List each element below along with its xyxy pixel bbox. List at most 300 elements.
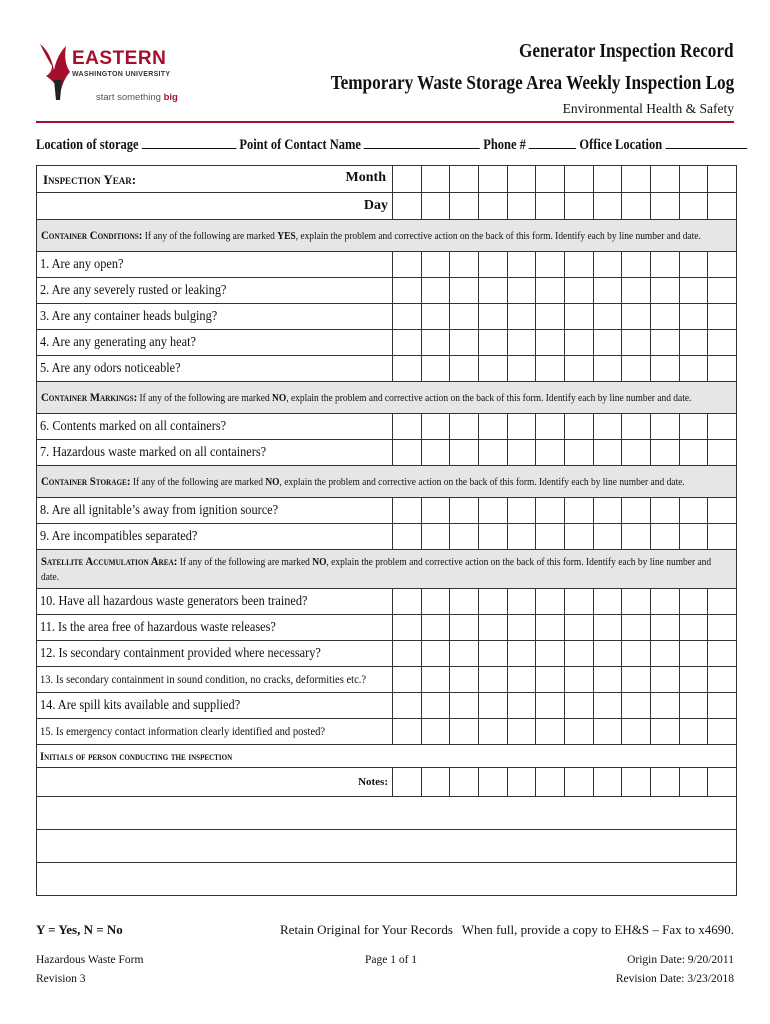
check-cell[interactable] — [421, 524, 450, 550]
check-cell[interactable] — [622, 193, 651, 220]
check-cell[interactable] — [536, 278, 565, 304]
check-cell[interactable] — [450, 589, 479, 615]
check-cell[interactable] — [622, 498, 651, 524]
notes-line-row — [37, 830, 737, 863]
month-label: Month — [345, 170, 386, 185]
check-cell[interactable] — [564, 498, 593, 524]
check-cell[interactable] — [478, 304, 507, 330]
question-row — [37, 719, 737, 745]
check-cell[interactable] — [421, 356, 450, 382]
question-row-label — [37, 498, 393, 524]
check-cell[interactable] — [564, 641, 593, 667]
check-cell[interactable] — [393, 414, 422, 440]
check-cell[interactable] — [393, 589, 422, 615]
section-instruction-text: If any of the following are marked — [144, 230, 278, 242]
question-row-label — [37, 693, 393, 719]
check-cell[interactable] — [593, 498, 622, 524]
question-row-label — [37, 641, 393, 667]
question-row — [37, 252, 737, 278]
question-row-label — [37, 414, 393, 440]
check-cell[interactable] — [650, 667, 679, 693]
check-cell[interactable] — [622, 768, 651, 797]
check-cell[interactable] — [593, 693, 622, 719]
year-month-row — [37, 166, 737, 193]
section-header-row — [37, 220, 737, 252]
check-cell[interactable] — [622, 330, 651, 356]
check-cell[interactable] — [593, 414, 622, 440]
check-cell[interactable] — [650, 193, 679, 220]
check-cell[interactable] — [650, 693, 679, 719]
check-cell[interactable] — [622, 278, 651, 304]
check-cell[interactable] — [478, 667, 507, 693]
section-text — [41, 389, 731, 407]
question-row — [37, 330, 737, 356]
check-cell[interactable] — [564, 589, 593, 615]
check-cell[interactable] — [478, 719, 507, 745]
check-cell[interactable] — [564, 304, 593, 330]
section-heading: Satellite Accumulation Area: — [41, 554, 178, 568]
check-cell[interactable] — [507, 356, 536, 382]
check-cell[interactable] — [478, 440, 507, 466]
revision-date: Revision Date: 3/23/2018 — [615, 973, 734, 985]
check-cell[interactable] — [536, 414, 565, 440]
check-cell[interactable] — [450, 252, 479, 278]
month-cell[interactable] — [679, 166, 708, 193]
check-cell[interactable] — [393, 330, 422, 356]
check-cell[interactable] — [507, 252, 536, 278]
check-cell[interactable] — [421, 414, 450, 440]
check-cell[interactable] — [650, 278, 679, 304]
question-text: 1. Are any open? — [40, 256, 124, 272]
form-name: Hazardous Waste Form — [36, 954, 144, 966]
section-heading: Container Storage: — [41, 473, 131, 488]
question-row — [37, 356, 737, 382]
check-cell[interactable] — [393, 304, 422, 330]
question-text: 8. Are all ignitable’s away from ignition source? — [40, 502, 279, 518]
question-row — [37, 440, 737, 466]
check-cell[interactable] — [421, 768, 450, 797]
check-cell[interactable] — [622, 304, 651, 330]
check-cell[interactable] — [708, 524, 737, 550]
notes-row-label: Notes: — [37, 768, 393, 797]
form-subtitle: Temporary Waste Storage Area Weekly Inspection Log — [330, 72, 734, 94]
question-row — [37, 667, 737, 693]
check-cell[interactable] — [622, 252, 651, 278]
check-cell[interactable] — [593, 278, 622, 304]
check-cell[interactable] — [450, 414, 479, 440]
question-row — [37, 589, 737, 615]
check-cell[interactable] — [421, 498, 450, 524]
question-row-label — [37, 589, 393, 615]
question-row — [37, 524, 737, 550]
header-divider — [36, 121, 734, 123]
check-cell[interactable] — [622, 667, 651, 693]
check-cell[interactable] — [593, 524, 622, 550]
question-row-label — [37, 330, 393, 356]
section-instructions — [37, 550, 737, 589]
check-cell[interactable] — [650, 304, 679, 330]
check-cell[interactable] — [708, 615, 737, 641]
check-cell[interactable] — [507, 414, 536, 440]
check-cell[interactable] — [507, 589, 536, 615]
check-cell[interactable] — [536, 693, 565, 719]
question-row — [37, 278, 737, 304]
month-cell[interactable] — [450, 166, 479, 193]
check-cell[interactable] — [650, 440, 679, 466]
check-cell[interactable] — [393, 768, 422, 797]
check-cell[interactable] — [478, 589, 507, 615]
check-cell[interactable] — [679, 719, 708, 745]
check-cell[interactable] — [679, 768, 708, 797]
office-field[interactable] — [665, 136, 747, 149]
check-cell[interactable] — [679, 667, 708, 693]
logo-subtitle: WASHINGTON UNIVERSITY — [72, 71, 171, 78]
check-cell[interactable] — [650, 768, 679, 797]
check-cell[interactable] — [421, 615, 450, 641]
check-cell[interactable] — [421, 330, 450, 356]
question-row — [37, 498, 737, 524]
check-cell[interactable] — [536, 615, 565, 641]
check-cell[interactable] — [564, 356, 593, 382]
check-cell[interactable] — [622, 440, 651, 466]
check-cell[interactable] — [536, 667, 565, 693]
month-cell[interactable] — [421, 166, 450, 193]
check-cell[interactable] — [564, 193, 593, 220]
check-cell[interactable] — [421, 693, 450, 719]
check-cell[interactable] — [622, 414, 651, 440]
check-cell[interactable] — [593, 440, 622, 466]
check-cell[interactable] — [593, 304, 622, 330]
check-cell[interactable] — [421, 589, 450, 615]
check-cell[interactable] — [679, 440, 708, 466]
check-cell[interactable] — [650, 252, 679, 278]
check-cell[interactable] — [564, 615, 593, 641]
contact-field[interactable] — [364, 136, 480, 149]
check-cell[interactable] — [708, 193, 737, 220]
check-cell[interactable] — [650, 414, 679, 440]
check-cell[interactable] — [564, 719, 593, 745]
check-cell[interactable] — [450, 193, 479, 220]
check-cell[interactable] — [564, 330, 593, 356]
question-text: 4. Are any generating any heat? — [40, 334, 196, 350]
year-month-label — [37, 166, 393, 193]
section-instruction-text: If any of the following are marked — [179, 557, 313, 568]
notes-line-row — [37, 797, 737, 830]
check-cell[interactable] — [507, 330, 536, 356]
check-cell[interactable] — [507, 719, 536, 745]
check-cell[interactable] — [708, 356, 737, 382]
check-cell[interactable] — [536, 356, 565, 382]
office-label: Office Location — [579, 137, 663, 153]
check-cell[interactable] — [393, 641, 422, 667]
check-cell[interactable] — [679, 589, 708, 615]
check-cell[interactable] — [622, 615, 651, 641]
month-cell[interactable] — [536, 166, 565, 193]
month-cell[interactable] — [393, 166, 422, 193]
question-text: 15. Is emergency contact information clearly identified and posted? — [40, 724, 326, 739]
check-cell[interactable] — [679, 278, 708, 304]
check-cell[interactable] — [393, 278, 422, 304]
check-cell[interactable] — [679, 693, 708, 719]
logo-tagline: start something big — [96, 92, 178, 103]
question-text: 14. Are spill kits available and supplied? — [40, 697, 241, 713]
question-row — [37, 414, 737, 440]
check-cell[interactable] — [421, 193, 450, 220]
check-cell[interactable] — [536, 719, 565, 745]
check-cell[interactable] — [679, 193, 708, 220]
check-cell[interactable] — [679, 641, 708, 667]
check-cell[interactable] — [564, 278, 593, 304]
check-cell[interactable] — [679, 498, 708, 524]
check-cell[interactable] — [622, 693, 651, 719]
notes-line[interactable] — [37, 797, 737, 830]
check-cell[interactable] — [478, 278, 507, 304]
section-header-row — [37, 550, 737, 589]
check-cell[interactable] — [478, 641, 507, 667]
check-cell[interactable] — [564, 414, 593, 440]
check-cell[interactable] — [536, 768, 565, 797]
check-cell[interactable] — [393, 667, 422, 693]
notes-line[interactable] — [37, 830, 737, 863]
check-cell[interactable] — [536, 589, 565, 615]
check-cell[interactable] — [593, 356, 622, 382]
check-cell[interactable] — [450, 667, 479, 693]
check-cell[interactable] — [593, 615, 622, 641]
check-cell[interactable] — [650, 615, 679, 641]
check-cell[interactable] — [593, 589, 622, 615]
section-heading: Container Conditions: — [41, 227, 143, 242]
check-cell[interactable] — [536, 304, 565, 330]
check-cell[interactable] — [450, 440, 479, 466]
check-cell[interactable] — [450, 498, 479, 524]
question-text: 13. Is secondary containment in sound condition, no cracks, deformities etc.? — [40, 672, 367, 687]
check-cell[interactable] — [536, 498, 565, 524]
notes-line[interactable] — [37, 863, 737, 896]
check-cell[interactable] — [393, 440, 422, 466]
question-text: 12. Is secondary containment provided where necessary? — [40, 645, 321, 661]
section-keyword: NO — [265, 476, 280, 488]
check-cell[interactable] — [507, 278, 536, 304]
check-cell[interactable] — [421, 641, 450, 667]
check-cell[interactable] — [421, 719, 450, 745]
check-cell[interactable] — [708, 414, 737, 440]
check-cell[interactable] — [679, 330, 708, 356]
month-cell[interactable] — [708, 166, 737, 193]
check-cell[interactable] — [593, 193, 622, 220]
check-cell[interactable] — [478, 615, 507, 641]
check-cell[interactable] — [622, 589, 651, 615]
check-cell[interactable] — [393, 615, 422, 641]
inspection-grid — [36, 165, 737, 896]
check-cell[interactable] — [564, 252, 593, 278]
check-cell[interactable] — [421, 667, 450, 693]
check-cell[interactable] — [564, 768, 593, 797]
check-cell[interactable] — [450, 641, 479, 667]
check-cell[interactable] — [708, 498, 737, 524]
check-cell[interactable] — [507, 641, 536, 667]
check-cell[interactable] — [507, 440, 536, 466]
check-cell[interactable] — [450, 278, 479, 304]
check-cell[interactable] — [421, 304, 450, 330]
check-cell[interactable] — [536, 330, 565, 356]
section-text — [41, 227, 731, 245]
question-text: 9. Are incompatibles separated? — [40, 528, 198, 544]
yes-no-legend: Y = Yes, N = No — [36, 922, 123, 937]
check-cell[interactable] — [393, 524, 422, 550]
section-instructions — [37, 466, 737, 498]
check-cell[interactable] — [622, 524, 651, 550]
check-cell[interactable] — [536, 252, 565, 278]
check-cell[interactable] — [536, 641, 565, 667]
check-cell[interactable] — [450, 524, 479, 550]
month-cell[interactable] — [564, 166, 593, 193]
section-instruction-text: , explain the problem and corrective action on the back of this form. Identify each by line number and date. — [279, 476, 685, 488]
question-text: 11. Is the area free of hazardous waste releases? — [40, 619, 276, 635]
check-cell[interactable] — [393, 252, 422, 278]
check-cell[interactable] — [679, 252, 708, 278]
logo-wordmark: EASTERN — [72, 48, 167, 69]
check-cell[interactable] — [478, 524, 507, 550]
check-cell[interactable] — [450, 356, 479, 382]
check-cell[interactable] — [507, 667, 536, 693]
question-row — [37, 615, 737, 641]
fax-note: When full, provide a copy to EH&S – Fax to x4690. — [461, 922, 734, 937]
check-cell[interactable] — [708, 719, 737, 745]
section-text — [41, 473, 731, 491]
check-cell[interactable] — [679, 524, 708, 550]
check-cell[interactable] — [421, 278, 450, 304]
check-cell[interactable] — [650, 356, 679, 382]
check-cell[interactable] — [650, 330, 679, 356]
question-row-label — [37, 252, 393, 278]
check-cell[interactable] — [507, 498, 536, 524]
section-header-row — [37, 382, 737, 414]
check-cell[interactable] — [708, 641, 737, 667]
check-cell[interactable] — [679, 356, 708, 382]
location-field[interactable] — [142, 136, 237, 149]
check-cell[interactable] — [507, 193, 536, 220]
question-text: 3. Are any container heads bulging? — [40, 308, 218, 324]
check-cell[interactable] — [478, 193, 507, 220]
initials-label: Initials of person conducting the inspection — [40, 748, 233, 763]
check-cell[interactable] — [450, 768, 479, 797]
section-text — [41, 553, 731, 585]
check-cell[interactable] — [679, 414, 708, 440]
check-cell[interactable] — [650, 641, 679, 667]
check-cell[interactable] — [450, 719, 479, 745]
initials-header-row — [37, 745, 737, 768]
check-cell[interactable] — [393, 693, 422, 719]
month-cell[interactable] — [478, 166, 507, 193]
check-cell[interactable] — [708, 693, 737, 719]
check-cell[interactable] — [593, 330, 622, 356]
check-cell[interactable] — [450, 330, 479, 356]
check-cell[interactable] — [421, 252, 450, 278]
check-cell[interactable] — [593, 768, 622, 797]
check-cell[interactable] — [708, 440, 737, 466]
check-cell[interactable] — [507, 615, 536, 641]
question-row — [37, 304, 737, 330]
check-cell[interactable] — [564, 693, 593, 719]
check-cell[interactable] — [564, 667, 593, 693]
check-cell[interactable] — [478, 498, 507, 524]
question-row-label — [37, 667, 393, 693]
check-cell[interactable] — [507, 304, 536, 330]
check-cell[interactable] — [393, 719, 422, 745]
check-cell[interactable] — [622, 641, 651, 667]
check-cell[interactable] — [393, 498, 422, 524]
question-row-label — [37, 278, 393, 304]
month-cell[interactable] — [507, 166, 536, 193]
check-cell[interactable] — [478, 693, 507, 719]
check-cell[interactable] — [708, 667, 737, 693]
check-cell[interactable] — [708, 768, 737, 797]
section-instruction-text: , explain the problem and corrective action on the back of this form. Identify each by line number and date. — [286, 392, 692, 404]
check-cell[interactable] — [650, 719, 679, 745]
month-cell[interactable] — [593, 166, 622, 193]
check-cell[interactable] — [593, 667, 622, 693]
check-cell[interactable] — [708, 589, 737, 615]
check-cell[interactable] — [478, 768, 507, 797]
check-cell[interactable] — [450, 615, 479, 641]
check-cell[interactable] — [650, 524, 679, 550]
question-row — [37, 641, 737, 667]
question-text: 2. Are any severely rusted or leaking? — [40, 282, 227, 298]
check-cell[interactable] — [507, 693, 536, 719]
check-cell[interactable] — [478, 356, 507, 382]
check-cell[interactable] — [564, 440, 593, 466]
check-cell[interactable] — [478, 252, 507, 278]
check-cell[interactable] — [507, 524, 536, 550]
check-cell[interactable] — [708, 278, 737, 304]
revision-number: Revision 3 — [36, 973, 86, 985]
check-cell[interactable] — [450, 304, 479, 330]
check-cell[interactable] — [679, 615, 708, 641]
storage-info-fields — [36, 136, 663, 154]
check-cell[interactable] — [708, 252, 737, 278]
check-cell[interactable] — [708, 330, 737, 356]
check-cell[interactable] — [507, 768, 536, 797]
check-cell[interactable] — [622, 356, 651, 382]
month-cell[interactable] — [650, 166, 679, 193]
check-cell[interactable] — [478, 330, 507, 356]
phone-label: Phone # — [483, 137, 526, 153]
department-label: Environmental Health & Safety — [562, 101, 734, 116]
check-cell[interactable] — [421, 440, 450, 466]
check-cell[interactable] — [478, 414, 507, 440]
check-cell[interactable] — [593, 641, 622, 667]
section-instruction-text: , explain the problem and corrective action on the back of this form. Identify each by line number and date. — [295, 230, 701, 242]
check-cell[interactable] — [564, 524, 593, 550]
check-cell[interactable] — [393, 193, 422, 220]
section-instruction-text: , explain the problem and corrective action on the back of this form. Identify each by line number and date. — [41, 557, 712, 583]
check-cell[interactable] — [650, 589, 679, 615]
month-cell[interactable] — [622, 166, 651, 193]
check-cell[interactable] — [536, 193, 565, 220]
section-instructions — [37, 382, 737, 414]
phone-field[interactable] — [529, 136, 576, 149]
check-cell[interactable] — [450, 693, 479, 719]
check-cell[interactable] — [650, 498, 679, 524]
check-cell[interactable] — [593, 252, 622, 278]
check-cell[interactable] — [593, 719, 622, 745]
check-cell[interactable] — [622, 719, 651, 745]
check-cell[interactable] — [393, 356, 422, 382]
check-cell[interactable] — [708, 304, 737, 330]
check-cell[interactable] — [536, 440, 565, 466]
check-cell[interactable] — [679, 304, 708, 330]
check-cell[interactable] — [536, 524, 565, 550]
